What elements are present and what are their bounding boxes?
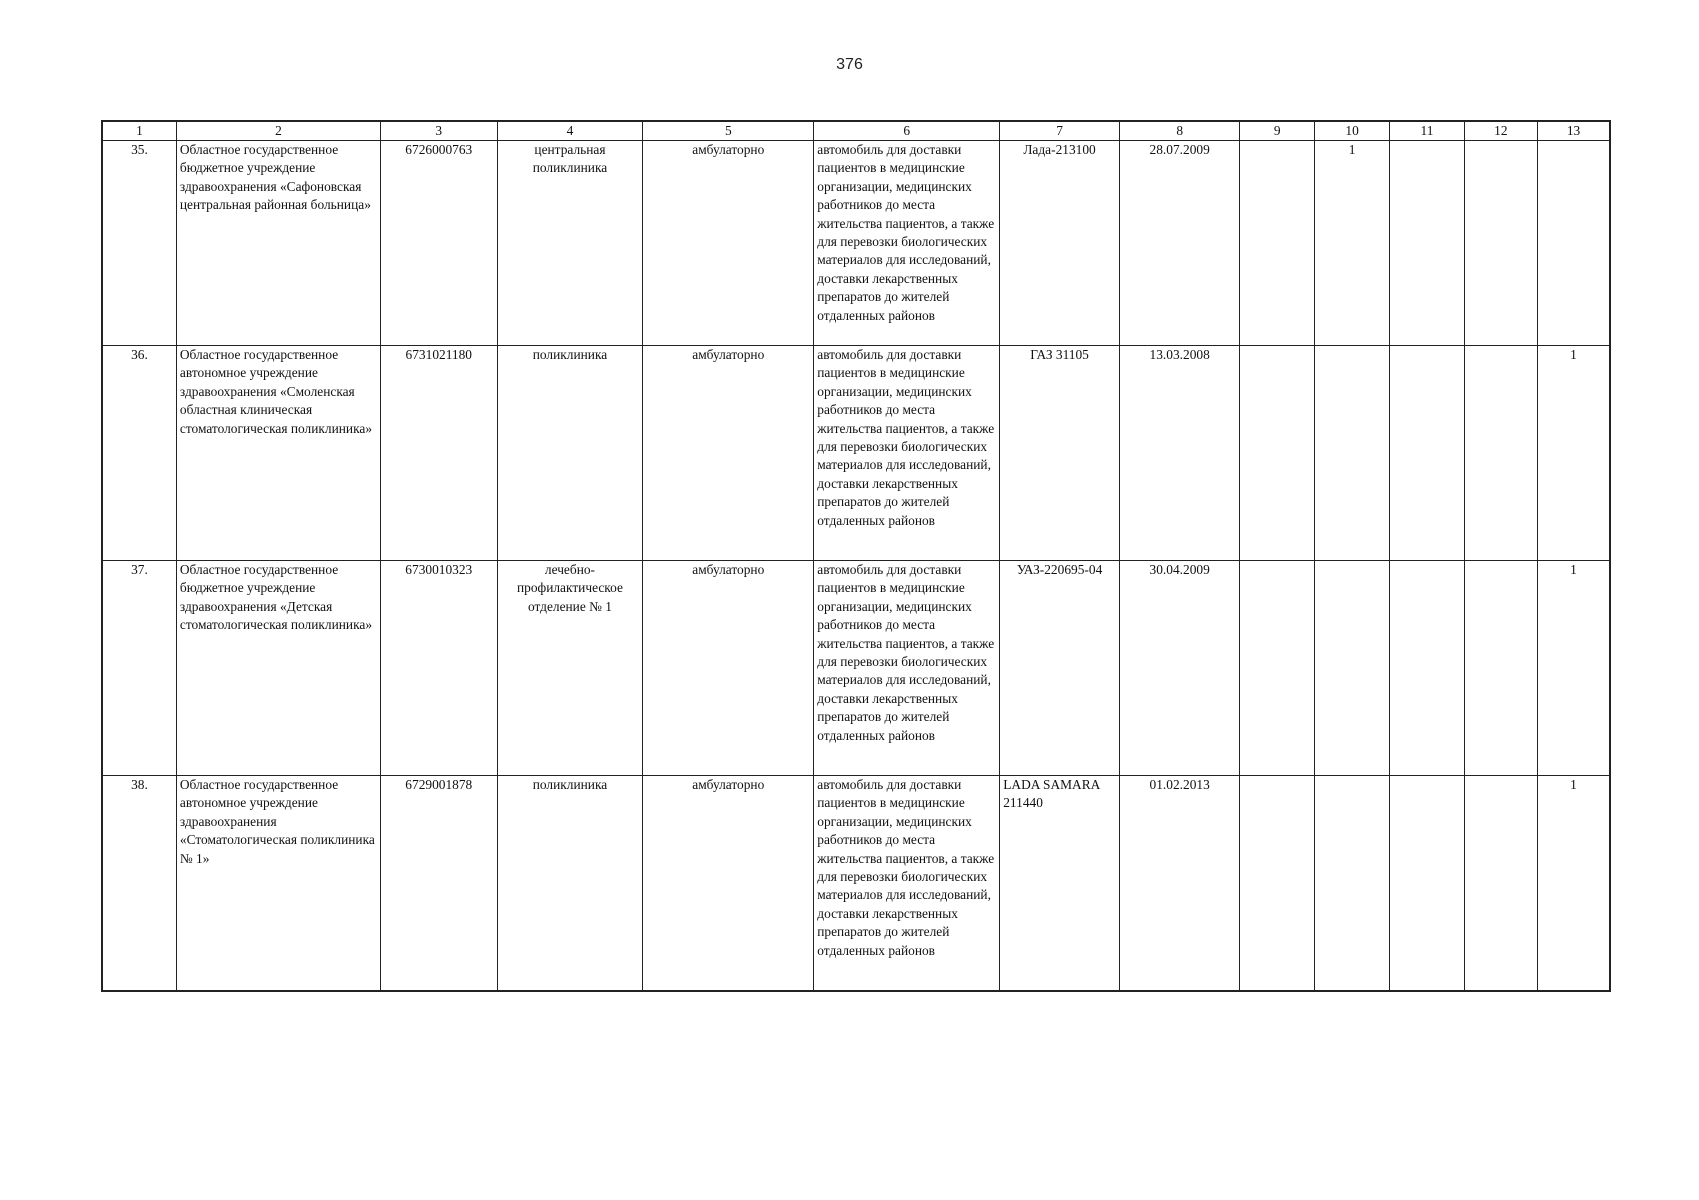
- column-13-cell: 1: [1538, 561, 1610, 776]
- column-11-cell: [1390, 346, 1464, 561]
- column-9-cell: [1240, 561, 1314, 776]
- column-10-cell: [1314, 776, 1389, 991]
- column-header: 3: [380, 121, 497, 141]
- column-header: 11: [1390, 121, 1464, 141]
- column-11-cell: [1390, 776, 1464, 991]
- organization-name-cell: Областное государственное бюджетное учреждение здравоохранения «Детская стоматологическая поликлиника»: [176, 561, 380, 776]
- care-type-cell: амбулаторно: [643, 346, 814, 561]
- table-row: [102, 141, 1610, 346]
- organization-name-cell: Областное государственное автономное учреждение здравоохранения «Смоленская областная клиническая стоматологическая поликлиника»: [176, 346, 380, 561]
- column-header: 1: [102, 121, 176, 141]
- row-number-cell: 35.: [102, 141, 176, 346]
- column-12-cell: [1464, 141, 1537, 346]
- unit-cell: поликлиника: [497, 346, 643, 561]
- column-header: 5: [643, 121, 814, 141]
- vehicle-model-cell: LADA SAMARA 211440: [1000, 776, 1120, 991]
- inn-cell: 6729001878: [380, 776, 497, 991]
- table-row: [102, 346, 1610, 561]
- unit-cell: поликлиника: [497, 776, 643, 991]
- column-11-cell: [1390, 141, 1464, 346]
- column-header: 12: [1464, 121, 1537, 141]
- care-type-cell: амбулаторно: [643, 561, 814, 776]
- column-9-cell: [1240, 141, 1314, 346]
- column-12-cell: [1464, 346, 1537, 561]
- vehicle-purpose-cell: автомобиль для доставки пациентов в медицинские организации, медицинских работников до места жительства пациентов, а также для перевозки биологических материалов для исследований, доставки лекарственных препаратов до жителей отдаленных районов: [814, 141, 1000, 346]
- vehicle-model-cell: ГАЗ 31105: [1000, 346, 1120, 561]
- inn-cell: 6731021180: [380, 346, 497, 561]
- column-13-cell: 1: [1538, 346, 1610, 561]
- column-header: 8: [1119, 121, 1240, 141]
- column-header: 2: [176, 121, 380, 141]
- date-cell: 13.03.2008: [1119, 346, 1240, 561]
- column-number-header-row: [102, 121, 1610, 141]
- table-row: [102, 561, 1610, 776]
- row-number-cell: 36.: [102, 346, 176, 561]
- column-10-cell: [1314, 561, 1389, 776]
- column-9-cell: [1240, 776, 1314, 991]
- date-cell: 30.04.2009: [1119, 561, 1240, 776]
- page-number: 376: [836, 56, 863, 73]
- vehicle-purpose-cell: автомобиль для доставки пациентов в медицинские организации, медицинских работников до места жительства пациентов, а также для перевозки биологических материалов для исследований, доставки лекарственных препаратов до жителей отдаленных районов: [814, 346, 1000, 561]
- inn-cell: 6730010323: [380, 561, 497, 776]
- organization-name-cell: Областное государственное автономное учреждение здравоохранения «Стоматологическая поликлиника № 1»: [176, 776, 380, 991]
- column-11-cell: [1390, 561, 1464, 776]
- column-9-cell: [1240, 346, 1314, 561]
- column-header: 13: [1538, 121, 1610, 141]
- column-12-cell: [1464, 561, 1537, 776]
- care-type-cell: амбулаторно: [643, 141, 814, 346]
- unit-cell: лечебно-профилактическое отделение № 1: [497, 561, 643, 776]
- column-header: 6: [814, 121, 1000, 141]
- row-number-cell: 37.: [102, 561, 176, 776]
- column-header: 9: [1240, 121, 1314, 141]
- vehicle-registry-table: [101, 120, 1611, 992]
- inn-cell: 6726000763: [380, 141, 497, 346]
- column-10-cell: [1314, 346, 1389, 561]
- organization-name-cell: Областное государственное бюджетное учреждение здравоохранения «Сафоновская центральная районная больница»: [176, 141, 380, 346]
- care-type-cell: амбулаторно: [643, 776, 814, 991]
- column-13-cell: 1: [1538, 776, 1610, 991]
- column-10-cell: 1: [1314, 141, 1389, 346]
- vehicle-purpose-cell: автомобиль для доставки пациентов в медицинские организации, медицинских работников до места жительства пациентов, а также для перевозки биологических материалов для исследований, доставки лекарственных препаратов до жителей отдаленных районов: [814, 561, 1000, 776]
- date-cell: 01.02.2013: [1119, 776, 1240, 991]
- column-header: 4: [497, 121, 643, 141]
- table-row: [102, 776, 1610, 991]
- vehicle-model-cell: Лада-213100: [1000, 141, 1120, 346]
- column-header: 10: [1314, 121, 1389, 141]
- unit-cell: центральная поликлиника: [497, 141, 643, 346]
- vehicle-model-cell: УАЗ-220695-04: [1000, 561, 1120, 776]
- column-13-cell: [1538, 141, 1610, 346]
- vehicle-purpose-cell: автомобиль для доставки пациентов в медицинские организации, медицинских работников до места жительства пациентов, а также для перевозки биологических материалов для исследований, доставки лекарственных препаратов до жителей отдаленных районов: [814, 776, 1000, 991]
- column-12-cell: [1464, 776, 1537, 991]
- row-number-cell: 38.: [102, 776, 176, 991]
- column-header: 7: [1000, 121, 1120, 141]
- date-cell: 28.07.2009: [1119, 141, 1240, 346]
